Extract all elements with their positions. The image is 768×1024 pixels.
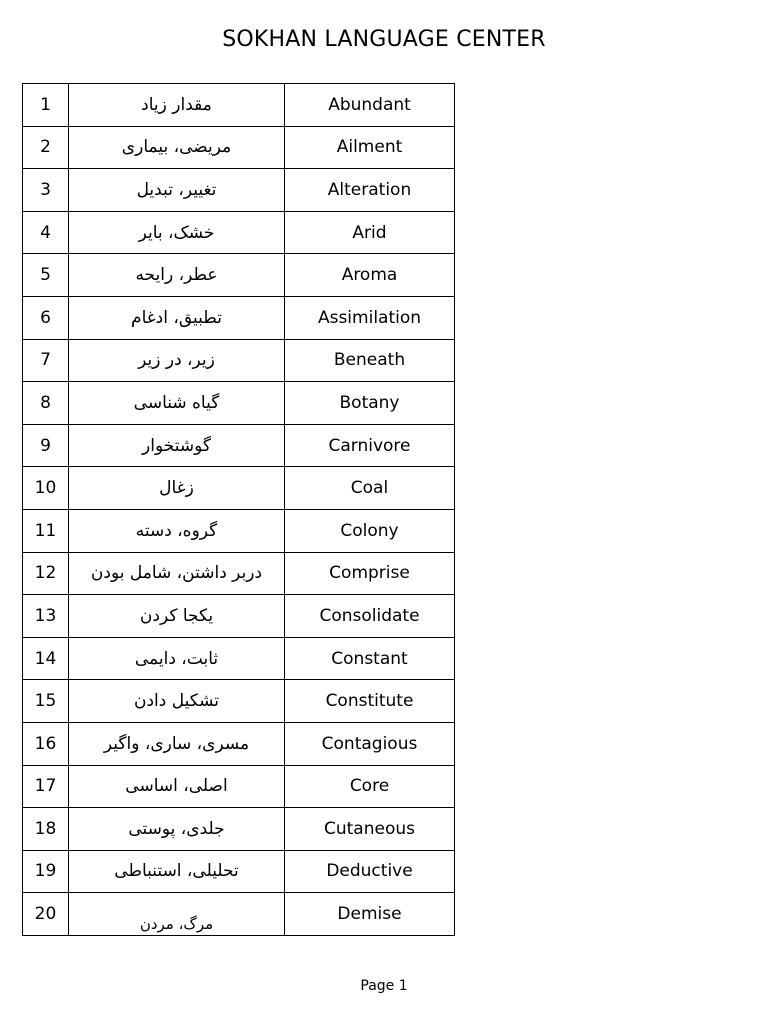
table-row xyxy=(23,808,455,851)
row-number: 18 xyxy=(23,808,69,851)
persian-meaning: مقدار زیاد xyxy=(69,84,285,127)
english-word: Abundant xyxy=(285,84,455,127)
persian-meaning: گروه، دسته xyxy=(69,509,285,552)
persian-meaning: دربر داشتن، شامل بودن xyxy=(69,552,285,595)
row-number: 20 xyxy=(23,893,69,936)
english-word: Contagious xyxy=(285,722,455,765)
table-row xyxy=(23,722,455,765)
persian-meaning: عطر، رایحه xyxy=(69,254,285,297)
english-word: Assimilation xyxy=(285,296,455,339)
table-row xyxy=(23,254,455,297)
table-row xyxy=(23,169,455,212)
english-word: Alteration xyxy=(285,169,455,212)
row-number: 3 xyxy=(23,169,69,212)
row-number: 5 xyxy=(23,254,69,297)
page-title: SOKHAN LANGUAGE CENTER xyxy=(222,27,546,52)
persian-meaning: ثابت، دایمی xyxy=(69,637,285,680)
table-row xyxy=(23,467,455,510)
table-row xyxy=(23,509,455,552)
row-number: 15 xyxy=(23,680,69,723)
table-row xyxy=(23,84,455,127)
persian-meaning: اصلی، اساسی xyxy=(69,765,285,808)
table-row xyxy=(23,211,455,254)
table-row xyxy=(23,850,455,893)
persian-meaning: زیر، در زیر xyxy=(69,339,285,382)
english-word: Coal xyxy=(285,467,455,510)
table-row xyxy=(23,424,455,467)
english-word: Constant xyxy=(285,637,455,680)
english-word: Consolidate xyxy=(285,595,455,638)
english-word: Ailment xyxy=(285,126,455,169)
row-number: 14 xyxy=(23,637,69,680)
persian-meaning: تطبیق، ادغام xyxy=(69,296,285,339)
vocabulary-table-body xyxy=(23,84,455,936)
table-row xyxy=(23,637,455,680)
row-number: 19 xyxy=(23,850,69,893)
persian-meaning: جلدی، پوستی xyxy=(69,808,285,851)
row-number: 12 xyxy=(23,552,69,595)
row-number: 11 xyxy=(23,509,69,552)
table-row xyxy=(23,595,455,638)
table-row xyxy=(23,126,455,169)
english-word: Carnivore xyxy=(285,424,455,467)
table-row xyxy=(23,893,455,936)
table-row xyxy=(23,296,455,339)
row-number: 2 xyxy=(23,126,69,169)
row-number: 1 xyxy=(23,84,69,127)
english-word: Constitute xyxy=(285,680,455,723)
persian-meaning xyxy=(69,893,285,936)
persian-meaning: مسری، ساری، واگیر xyxy=(69,722,285,765)
english-word: Demise xyxy=(285,893,455,936)
row-number: 4 xyxy=(23,211,69,254)
row-number: 6 xyxy=(23,296,69,339)
persian-meaning: یکجا کردن xyxy=(69,595,285,638)
persian-meaning: گوشتخوار xyxy=(69,424,285,467)
row-number: 13 xyxy=(23,595,69,638)
row-number: 8 xyxy=(23,382,69,425)
row-number: 10 xyxy=(23,467,69,510)
persian-meaning: مریضی، بیماری xyxy=(69,126,285,169)
persian-meaning: تحلیلی، استنباطی xyxy=(69,850,285,893)
persian-meaning-text: مرگ، مردن xyxy=(139,914,214,933)
table-row xyxy=(23,339,455,382)
english-word: Core xyxy=(285,765,455,808)
row-number: 16 xyxy=(23,722,69,765)
persian-meaning: خشک، بایر xyxy=(69,211,285,254)
english-word: Beneath xyxy=(285,339,455,382)
table-row xyxy=(23,680,455,723)
persian-meaning: گیاه شناسی xyxy=(69,382,285,425)
row-number: 17 xyxy=(23,765,69,808)
english-word: Deductive xyxy=(285,850,455,893)
table-row xyxy=(23,552,455,595)
row-number: 7 xyxy=(23,339,69,382)
vocabulary-table xyxy=(22,83,455,936)
table-row xyxy=(23,765,455,808)
table-row xyxy=(23,382,455,425)
persian-meaning: تغییر، تبدیل xyxy=(69,169,285,212)
persian-meaning: زغال xyxy=(69,467,285,510)
english-word: Comprise xyxy=(285,552,455,595)
english-word: Arid xyxy=(285,211,455,254)
persian-meaning: تشکیل دادن xyxy=(69,680,285,723)
page-number: Page 1 xyxy=(360,978,408,994)
english-word: Aroma xyxy=(285,254,455,297)
english-word: Botany xyxy=(285,382,455,425)
row-number: 9 xyxy=(23,424,69,467)
english-word: Colony xyxy=(285,509,455,552)
english-word: Cutaneous xyxy=(285,808,455,851)
